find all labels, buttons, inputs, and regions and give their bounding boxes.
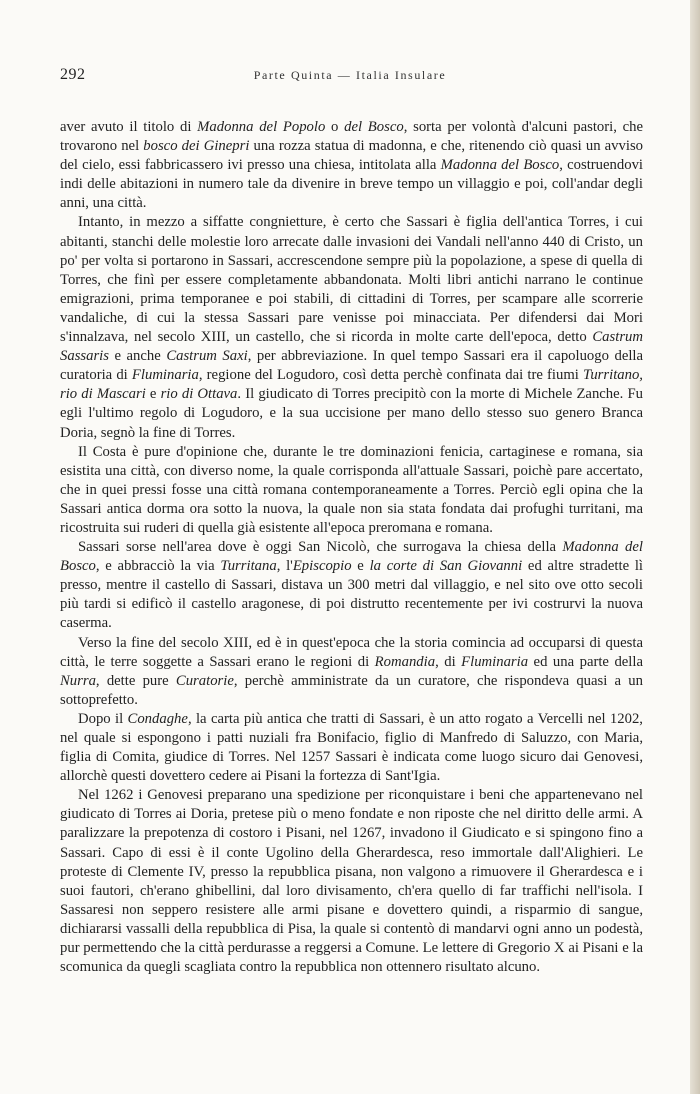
italic-term: Curatorie: [175, 672, 234, 689]
italic-term: Fluminaria: [461, 653, 529, 670]
page-body: [60, 118, 643, 977]
paragraph: Verso la fine del secolo XIII, ed è in quest'epoca che la storia comincia ad occuparsi di questa città, le terre soggette a Sassari erano le regioni di Romandia, di Fluminaria ed una parte della Nurra, dette pure Curatorie, perchè amministrate da un curatore, che rispondeva quasi a un sottoprefetto.: [60, 634, 643, 708]
italic-term: Condaghe: [127, 710, 188, 727]
italic-term: Turritana: [220, 558, 277, 575]
paragraph: Dopo il Condaghe, la carta più antica che tratti di Sassari, è un atto rogato a Vercelli nel 1202, nel quale si espongono i patti nuziali fra Bonifacio, figlio di Manfredo di Saluzzo, con Maria, figlia di Comita, giudice di Torres. Nel 1257 Sassari è indicata come luogo sicuro dai Genovesi, allorchè questi dovettero cedere ai Pisani la fortezza di Sant'Igia.: [60, 710, 643, 785]
italic-term: Madonna del Bosco: [440, 157, 560, 174]
page-number: 292: [60, 66, 86, 83]
paragraph: aver avuto il titolo di Madonna del Popolo o del Bosco, sorta per volontà d'alcuni pastori, che trovarono nel bosco dei Ginepri una rozza statua di madonna, e che, ritenendo ciò quasi un avviso del cielo, essi fabbricassero ivi presso una chiesa, intitolata alla Madonna del Bosco, costruendovi indi delle abitazioni in numero tale da divenire in breve tempo un villaggio e poi, coll'andar degli anni, una città.: [60, 119, 644, 212]
italic-term: bosco dei Ginepri: [143, 138, 250, 155]
italic-term: Episcopio: [292, 558, 352, 575]
italic-term: Madonna del Popolo: [197, 119, 326, 135]
italic-term: rio di Ottava: [160, 386, 238, 403]
italic-term: Nurra: [60, 672, 96, 689]
italic-term: del Bosco: [344, 119, 404, 135]
paragraph: Intanto, in mezzo a siffatte congnietture, è certo che Sassari è figlia dell'antica Torres, i cui abitanti, stanchi delle molestie loro arrecate dalle invasioni dei Vandali nell'anno 440 di Cristo, un po' per volta si portarono in Sassari, accrescendone sempre più la popolazione, a spese di quella di Torres, che finì per essere completamente abbandonata. Molti libri antichi narrano le continue emigrazioni, prima temporanee e poi stabili, di cittadini di Torres, per scampare alle scorrerie vandaliche, di cui la stessa Sassari pare venisse poi minacciata. Per difendersi dai Mori s'innalzava, nel secolo XIII, un castello, che si ricorda in molte carte dell'epoca, detto Castrum Sassaris e anche Castrum Saxi, per abbreviazione. In quel tempo Sassari era il capoluogo della curatoria di Fluminaria, regione del Logudoro, così detta perchè confinata dai tre fiumi Turritano, rio di Mascari e rio di Ottava. Il giudicato di Torres precipitò con la morte di Michele Zanche. Fu egli l'ultimo regolo di Logudoro, e la sua uccisione per mano dello stesso suo genero Branca Doria, segnò la fine di Torres.: [60, 214, 644, 441]
paragraph: Sassari sorse nell'area dove è oggi San Nicolò, che surrogava la chiesa della Madonna del Bosco, e abbracciò la via Turritana, l'Episcopio e la corte di San Giovanni ed altre stradette lì presso, mentre il castello di Sassari, distava un 300 metri dal villaggio, e nel sito ove otto secoli più tardi si edificò il castello aragonese, di poi distrutto recentemente per ivi costrurvi la nuova caserma.: [60, 539, 643, 632]
page-edge-shadow: [690, 0, 700, 1094]
italic-term: Fluminaria: [131, 367, 199, 384]
page-header: [60, 66, 640, 86]
italic-term: Romandia: [374, 653, 436, 670]
italic-term: Castrum Sassaris: [60, 329, 643, 365]
paragraph: Nel 1262 i Genovesi preparano una spedizione per riconquistare i beni che appartenevano nel giudicato di Torres ai Doria, pretese più o meno fondate e non riposte che nel diritto delle armi. A paralizzare la prepotenza di costoro i Pisani, nel 1267, invadono il Giudicato e si spingono fino a Sassari. Capo di essi è il conte Ugolino della Gherardesca, reso immortale dall'Alighieri. Le proteste di Clemente IV, presso la repubblica pisana, non valgono a rimuovere il Gherardesca e i suoi fautori, ch'erano ghibellini, dal loro divisamento, ch'era quello di far traffichi nell'isola. I Sassaresi non seppero resistere alle armi pisane e dovettero quindi, a risparmio di sangue, dichiararsi vassalli della repubblica di Pisa, la quale si contentò di mandarvi ogni anno un podestà, pur permettendo che la città perdurasse a reggersi a Comune. Le lettere di Gregorio X ai Pisani e la scomunica da quegli scagliata contro la repubblica non ottennero risultato alcuno.: [60, 787, 643, 976]
italic-term: Madonna del Bosco: [60, 539, 643, 575]
italic-term: la corte di San Giovanni: [369, 558, 523, 575]
paragraph: Il Costa è pure d'opinione che, durante le tre dominazioni fenicia, cartaginese e romana, sia esistita una città, con diverso nome, la quale corrisponda all'attuale Sassari, poichè pare accertato, che in quei pressi fosse una città romana contemporaneamente a Torres. Perciò egli opina che la Sassari antica dorma ora sotto la nuova, la quale non sia stata fondata dai profughi turritani, ma ricostruita sui ruderi di quella già esistente all'epoca preromana e romana.: [60, 443, 643, 536]
running-title: Parte Quinta — Italia Insulare: [253, 68, 447, 82]
italic-term: Castrum Saxi: [166, 348, 248, 365]
italic-term: Turritano, rio di Mascari: [60, 367, 643, 403]
